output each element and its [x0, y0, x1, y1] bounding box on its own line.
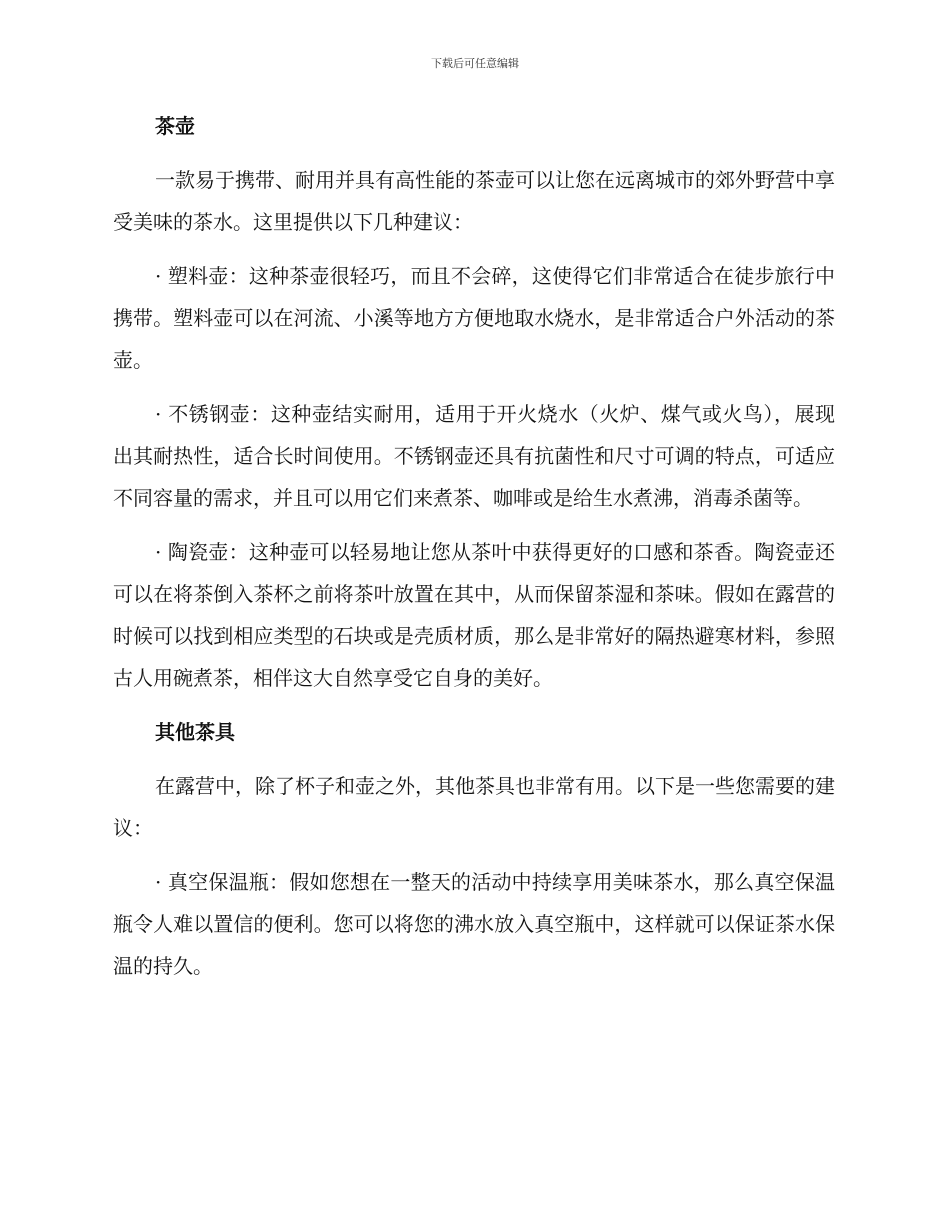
page-header: 下载后可任意编辑 — [431, 57, 519, 70]
section-teapot — [113, 105, 835, 699]
list-item-steel-pot: · 不锈钢壶：这种壶结实耐用，适用于开火烧水（火炉、煤气或火鸟），展现出其耐热性，适合长时间使用。不锈钢壶还具有抗菌性和尺寸可调的特点，可适应不同容量的需求，并且可以用它们来煮茶、咖啡或是给生水煮沸，消毒杀菌等。 — [113, 402, 835, 510]
list-item-ceramic-pot: · 陶瓷壶：这种壶可以轻易地让您从茶叶中获得更好的口感和茶香。陶瓷壶还可以在将茶倒入茶杯之前将茶叶放置在其中，从而保留茶湿和茶味。假如在露营的时候可以找到相应类型的石块或是壳质材质，那么是非常好的隔热避寒材料，参照古人用碗煮茶，相伴这大自然享受它自身的美好。 — [113, 540, 835, 690]
section-heading: 茶壶 — [155, 114, 195, 138]
paragraph: 一款易于携带、耐用并具有高性能的茶壶可以让您在远离城市的郊外野营中享受美味的茶水。这里提供以下几种建议： — [113, 168, 835, 234]
list-item-vacuum-flask: · 真空保温瓶：假如您想在一整天的活动中持续享用美味茶水，那么真空保温瓶令人难以置信的便利。您可以将您的沸水放入真空瓶中，这样就可以保证茶水保温的持久。 — [113, 870, 835, 978]
document-body — [113, 105, 835, 999]
section-heading: 其他茶具 — [155, 720, 235, 744]
paragraph: 在露营中，除了杯子和壶之外，其他茶具也非常有用。以下是一些您需要的建议： — [113, 774, 835, 840]
section-other-teaware — [113, 711, 835, 987]
list-item-plastic-pot: · 塑料壶：这种茶壶很轻巧，而且不会碎，这使得它们非常适合在徒步旅行中携带。塑料壶可以在河流、小溪等地方方便地取水烧水，是非常适合户外活动的茶壶。 — [113, 264, 835, 372]
